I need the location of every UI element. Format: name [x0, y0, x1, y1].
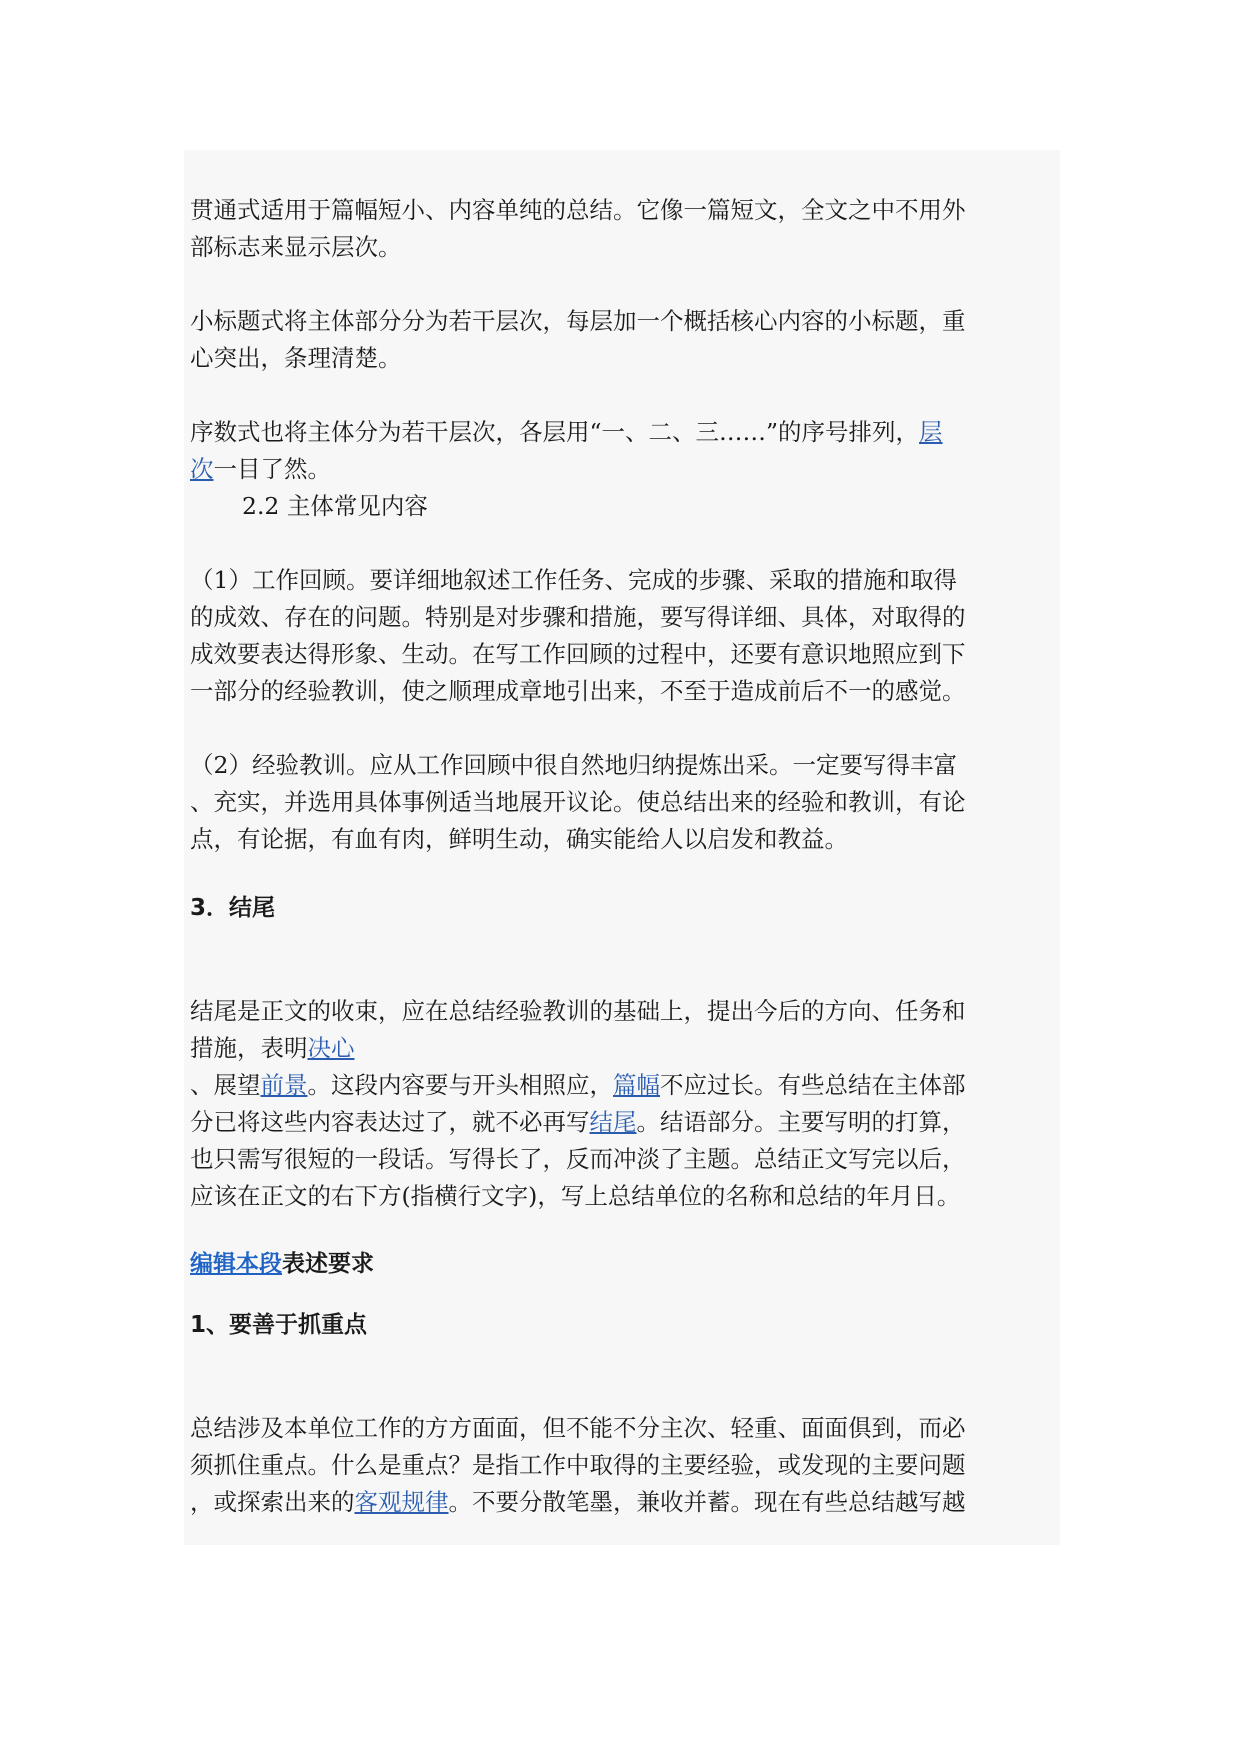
paragraph-line: 点，有论据，有血有肉，鲜明生动，确实能给人以启发和教益。: [190, 825, 848, 853]
paragraph-text: ，或探索出来的: [190, 1488, 355, 1516]
paragraph-text: 序数式也将主体分为若干层次，各层用“一、二、三……”的序号排列，: [190, 418, 920, 446]
paragraph-line: 总结涉及本单位工作的方方面面，但不能不分主次、轻重、面面俱到，而必: [190, 1414, 966, 1442]
section-heading-text: 表述要求: [282, 1251, 374, 1277]
link-keguan-guilv[interactable]: 客观规律: [354, 1488, 449, 1516]
paragraph-line: 心突出，条理清楚。: [190, 344, 402, 372]
paragraph-line: [190, 414, 1052, 451]
paragraph-line: [190, 1067, 1052, 1104]
paragraph-line: 须抓住重点。什么是重点？是指工作中取得的主要经验，或发现的主要问题: [190, 1451, 966, 1479]
paragraph-text: 。不要分散笔墨，兼收并蓄。现在有些总结越写越: [448, 1488, 966, 1516]
paragraph-text: 。结语部分。主要写明的打算，: [636, 1108, 966, 1136]
paragraph-line: （1）工作回顾。要详细地叙述工作任务、完成的步骤、采取的措施和取得: [190, 566, 957, 594]
paragraph-line: [190, 451, 1052, 488]
paragraph-text: 一目了然。: [213, 455, 331, 483]
paragraph-line: [190, 1484, 1052, 1521]
paragraph-text: 。这段内容要与开头相照应，: [307, 1071, 613, 1099]
paragraph-line: 一部分的经验教训，使之顺理成章地引出来，不至于造成前后不一的感觉。: [190, 677, 966, 705]
paragraph-line: 部标志来显示层次。: [190, 233, 402, 261]
paragraph-text: 措施，表明: [190, 1034, 308, 1062]
paragraph-line: 结尾是正文的收束，应在总结经验教训的基础上，提出今后的方向、任务和: [190, 997, 966, 1025]
link-pianfu[interactable]: 篇幅: [613, 1071, 660, 1099]
paragraph-line: 应该在正文的右下方(指横行文字)，写上总结单位的名称和总结的年月日。: [190, 1182, 961, 1210]
section-heading: [190, 1246, 1052, 1283]
link-cengci-continued[interactable]: 次: [190, 455, 214, 483]
paragraph-text: 不应过长。有些总结在主体部: [660, 1071, 966, 1099]
paragraph-line: 小标题式将主体部分分为若干层次，每层加一个概括核心内容的小标题，重: [190, 307, 966, 335]
paragraph-line: [190, 1030, 1052, 1067]
paragraph-line: 也只需写很短的一段话。写得长了，反而冲淡了主题。总结正文写完以后，: [190, 1145, 966, 1173]
paragraph-line: 贯通式适用于篇幅短小、内容单纯的总结。它像一篇短文，全文之中不用外: [190, 196, 966, 224]
paragraph-line: 的成效、存在的问题。特别是对步骤和措施，要写得详细、具体，对取得的: [190, 603, 966, 631]
paragraph-text: 、展望: [190, 1071, 261, 1099]
paragraph-line: 成效要表达得形象、生动。在写工作回顾的过程中，还要有意识地照应到下: [190, 640, 966, 668]
heading-ending: 3．结尾: [190, 895, 276, 921]
paragraph-line: 、充实，并选用具体事例适当地展开议论。使总结出来的经验和教训，有论: [190, 788, 966, 816]
edit-section-link[interactable]: 编辑本段: [190, 1251, 282, 1277]
link-juexin[interactable]: 决心: [307, 1034, 355, 1062]
link-cengci[interactable]: 层: [919, 418, 943, 446]
heading-focus: 1、要善于抓重点: [190, 1312, 368, 1338]
subheading-2-2: 2.2 主体常见内容: [242, 492, 428, 520]
paragraph-line: （2）经验教训。应从工作回顾中很自然地归纳提炼出采。一定要写得丰富: [190, 751, 957, 779]
link-qianjing[interactable]: 前景: [260, 1071, 308, 1099]
paragraph-line: [190, 1104, 1052, 1141]
paragraph-text: 分已将这些内容表达过了，就不必再写: [190, 1108, 590, 1136]
link-jiewei[interactable]: 结尾: [589, 1108, 637, 1136]
